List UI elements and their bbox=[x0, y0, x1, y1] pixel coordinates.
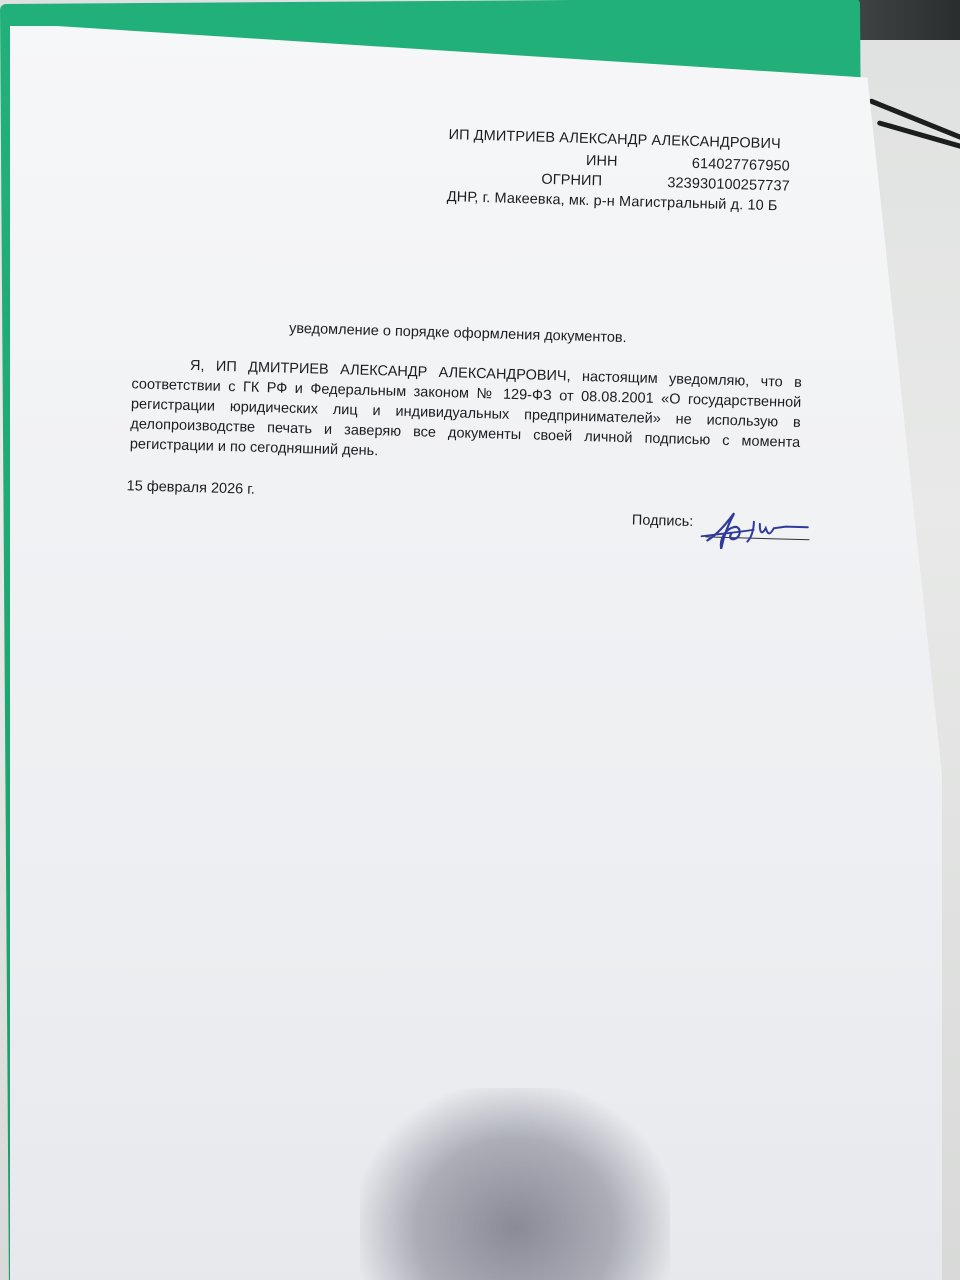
body-text: Я, ИП ДМИТРИЕВ АЛЕКСАНДР АЛЕКСАНДРОВИЧ, настоящим уведомляю, что в соответствии с ГК РФ и Федеральным законом № 129-ФЗ от 08.08.2001 «О государственной регистрации юридических лиц и индивидуальных предпринимателей» не использую в делопроизводстве печать и заверяю все документы своей личной подписью с момента регистрации и по сегодняшний день. bbox=[129, 357, 803, 460]
inn-label: ИНН bbox=[585, 152, 618, 170]
document-body bbox=[130, 354, 803, 473]
signature-label: Подпись: bbox=[631, 512, 694, 531]
document-date: 15 февраля 2026 г. bbox=[126, 478, 256, 498]
hand-shadow bbox=[360, 1088, 670, 1280]
inn-value: 614027767950 bbox=[691, 155, 791, 175]
document-title: уведомление о порядке оформления документов. bbox=[288, 320, 627, 347]
ogrnip-value: 323930100257737 bbox=[667, 175, 790, 195]
header-address: ДНР, г. Макеевка, мк. р-н Магистральный д. 10 Б bbox=[446, 189, 778, 215]
header-name: ИП ДМИТРИЕВ АЛЕКСАНДР АЛЕКСАНДРОВИЧ bbox=[448, 127, 781, 153]
ogrnip-label: ОГРНИП bbox=[541, 171, 603, 190]
handwritten-signature-icon bbox=[697, 502, 818, 557]
